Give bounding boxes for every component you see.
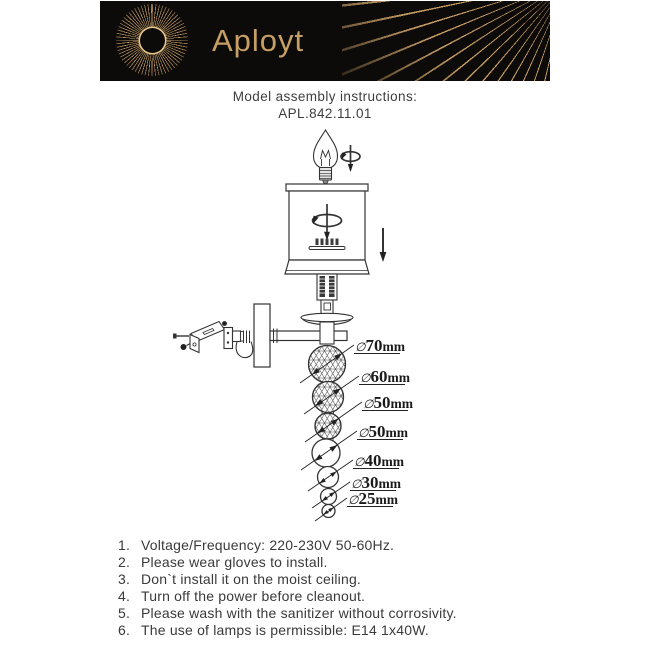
bulb-icon xyxy=(314,130,338,184)
assembly-diagram xyxy=(170,123,440,523)
instruction-item xyxy=(118,622,457,639)
model-number: APL.842.11.01 xyxy=(278,106,372,121)
dimension-label: ∅40mm xyxy=(354,451,404,470)
item-text: Please wear gloves to install. xyxy=(141,554,328,570)
item-text: Turn off the power before cleanout. xyxy=(141,588,366,604)
down-arrow-icon xyxy=(380,228,387,262)
dimension-label: ∅25mm xyxy=(348,489,398,508)
item-number: 5. xyxy=(118,605,131,621)
instruction-item xyxy=(118,554,457,571)
instruction-item xyxy=(118,571,457,588)
item-number: 6. xyxy=(118,622,131,638)
dimension-label: ∅50mm xyxy=(358,422,408,441)
item-text: The use of lamps is permissible: E14 1x40W. xyxy=(141,622,429,638)
instruction-item xyxy=(118,537,457,554)
item-number: 1. xyxy=(118,537,131,553)
brand-name: Aployt xyxy=(212,23,305,58)
instruction-item xyxy=(118,588,457,605)
dimension-label: ∅60mm xyxy=(360,367,410,386)
item-text: Don`t install it on the moist ceiling. xyxy=(141,571,362,587)
page-title: Model assembly instructions: xyxy=(232,89,418,104)
threaded-socket xyxy=(317,274,337,315)
brand-banner xyxy=(100,1,550,81)
item-text: Voltage/Frequency: 220-230V 50-60Hz. xyxy=(141,537,395,553)
item-number: 4. xyxy=(118,588,131,604)
lamp-column xyxy=(320,322,334,344)
screw-rotation-icon xyxy=(339,145,360,172)
dimension-label: ∅50mm xyxy=(363,393,413,412)
dimension-label: ∅30mm xyxy=(351,473,401,492)
banner-rays-decoration xyxy=(342,1,550,81)
lampshade xyxy=(285,184,369,274)
instruction-list xyxy=(118,537,457,639)
dimension-label: ∅70mm xyxy=(355,336,405,355)
instruction-item xyxy=(118,605,457,622)
item-text: Please wash with the sanitizer without corrosivity. xyxy=(141,605,457,621)
sunburst-logo-icon xyxy=(116,4,188,76)
item-number: 2. xyxy=(118,554,131,570)
item-number: 3. xyxy=(118,571,131,587)
